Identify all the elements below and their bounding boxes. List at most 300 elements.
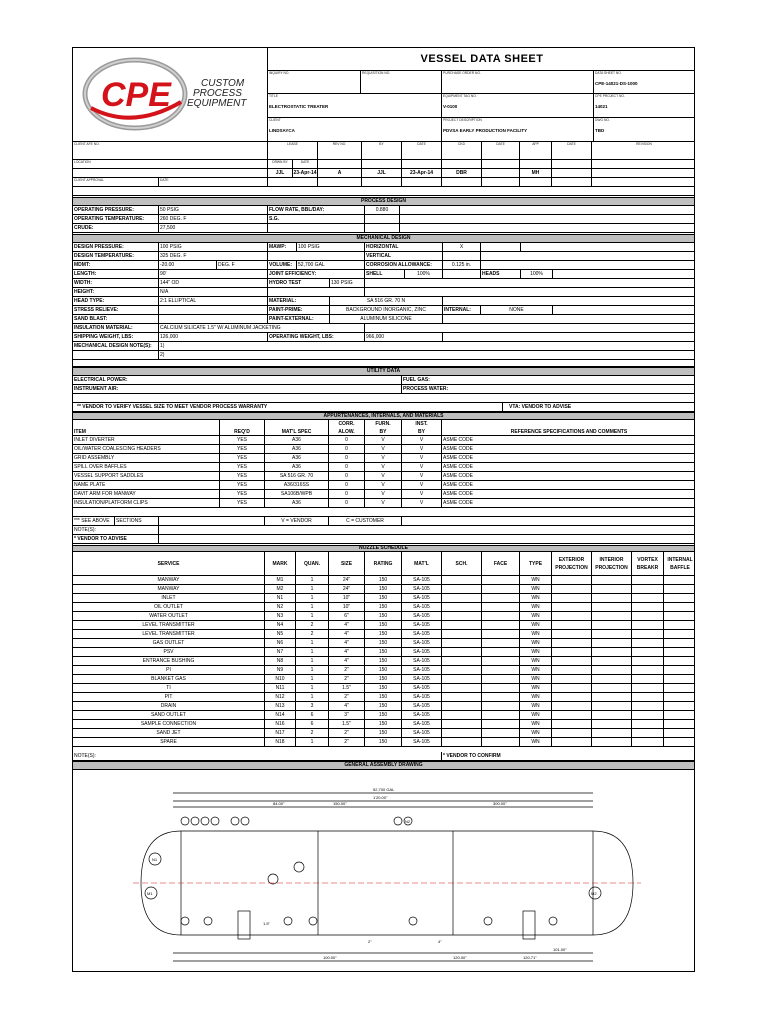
nz-vortex <box>632 693 664 701</box>
nz-ext <box>552 720 592 728</box>
app-furn: V <box>365 463 402 471</box>
cpe-logo <box>73 48 268 142</box>
nz-mark: N8 <box>265 657 296 665</box>
nz-service: SPARE <box>73 738 265 746</box>
nz-size: 3" <box>329 711 365 719</box>
nz-quan: 1 <box>296 594 329 602</box>
header-row-2 <box>268 94 695 118</box>
nz-vortex <box>632 603 664 611</box>
mech-notes-row-2 <box>73 351 694 360</box>
empty-cell <box>73 169 268 177</box>
empty-cell <box>520 178 552 186</box>
nz-mark-header: MARK <box>265 552 296 575</box>
nz-service: TI <box>73 684 265 692</box>
appurtenance-row <box>73 490 694 499</box>
nz-ext-header <box>552 552 592 575</box>
vessel-data-sheet <box>72 47 695 972</box>
process-design-band: PROCESS DESIGN <box>73 197 694 206</box>
fuel-gas-label: FUEL GAS: <box>403 377 430 383</box>
nz-face <box>482 666 520 674</box>
nz-baffle <box>664 594 695 602</box>
horizontal-value: X <box>443 243 481 251</box>
nz-rating: 150 <box>365 594 402 602</box>
nz-sch <box>442 693 482 701</box>
nz-baffle <box>664 630 695 638</box>
appurtenances-band: APPURTENANCES, INTERNALS, AND MATERIALS <box>73 412 694 420</box>
nz-int <box>592 621 632 629</box>
mech-row-9 <box>73 315 694 324</box>
client-approval-row <box>73 178 694 187</box>
hydro-label: HYDRO TEST <box>268 279 330 287</box>
nz-rating: 150 <box>365 621 402 629</box>
empty-cell <box>482 169 520 177</box>
dim-label: 100.00" <box>323 955 337 960</box>
process-row-3 <box>73 224 694 233</box>
dim-label: 150.00" <box>333 801 347 806</box>
process-row-2 <box>73 215 694 224</box>
material-value: SA 516 GR. 70 N <box>330 297 443 305</box>
nz-type: WN <box>520 639 552 647</box>
empty-cell <box>365 215 400 223</box>
nz-baffle <box>664 738 695 746</box>
nz-sch <box>442 702 482 710</box>
nz-face <box>482 675 520 683</box>
afe-row <box>73 142 694 160</box>
mech-row-6 <box>73 288 694 297</box>
nozzle-marker <box>181 817 189 825</box>
empty-cell <box>482 178 520 186</box>
nz-service: SAND OUTLET <box>73 711 265 719</box>
data-sheet-value: CPE-14021-DS-1000 <box>595 81 638 86</box>
app-reqd-header: REQ'D <box>220 420 265 435</box>
nz-int <box>592 585 632 593</box>
nz-vortex <box>632 666 664 674</box>
app-inst: V <box>402 463 442 471</box>
nz-int <box>592 648 632 656</box>
nz-rating-header: RATING <box>365 552 402 575</box>
nz-type: WN <box>520 657 552 665</box>
nz-vortex <box>632 729 664 737</box>
nz-rating: 150 <box>365 666 402 674</box>
empty-cell <box>442 160 482 168</box>
mdmt-unit: DEG. F <box>217 261 268 269</box>
nz-quan: 1 <box>296 585 329 593</box>
nz-mark: N1 <box>265 594 296 602</box>
nz-service: SAMPLE CONNECTION <box>73 720 265 728</box>
nz-type: WN <box>520 738 552 746</box>
app-furn: V <box>365 454 402 462</box>
nz-vortex <box>632 621 664 629</box>
head-type-value: 2:1 ELLIPTICAL <box>159 297 268 305</box>
title-value: ELECTROSTATIC TREATER <box>269 104 329 109</box>
ship-weight-value: 126,000 <box>159 333 268 341</box>
nz-baffle <box>664 666 695 674</box>
nz-face <box>482 702 520 710</box>
nz-size: 1.5" <box>329 684 365 692</box>
nz-vortex <box>632 639 664 647</box>
nz-mark: N3 <box>265 612 296 620</box>
nz-ext <box>552 675 592 683</box>
v-vendor: V = VENDOR <box>265 517 329 525</box>
instrument-air-label: INSTRUMENT AIR: <box>73 385 402 393</box>
nz-service: LEVEL TRANSMITTER <box>73 621 265 629</box>
app-ref: ASME CODE <box>443 500 474 506</box>
nz-vortex <box>632 648 664 656</box>
nz-int <box>592 603 632 611</box>
nz-quan: 1 <box>296 684 329 692</box>
nz-sch <box>442 657 482 665</box>
nz-quan: 1 <box>296 657 329 665</box>
nz-mark: N2 <box>265 603 296 611</box>
nz-type: WN <box>520 585 552 593</box>
nz-quan: 2 <box>296 630 329 638</box>
app-corr: 0 <box>329 445 365 453</box>
nz-type: WN <box>520 693 552 701</box>
app-item: NAME PLATE <box>73 481 220 489</box>
nozzle-schedule-band: NOZZLE SCHEDULE <box>73 545 694 552</box>
logo-line-3: EQUIPMENT <box>187 98 247 109</box>
nz-int <box>592 693 632 701</box>
nz-sch-header: SCH. <box>442 552 482 575</box>
dim-label: 2" <box>368 939 372 944</box>
volume-label: VOLUME: <box>268 261 297 269</box>
nz-matl: SA-105 <box>402 666 442 674</box>
logo-mark: CPE <box>101 76 171 114</box>
app-notes-row <box>73 526 694 535</box>
empty-cell <box>402 160 442 168</box>
vta-note: VTA: VENDOR TO ADVISE <box>509 404 572 410</box>
empty-cell <box>362 160 402 168</box>
client-label: CLIENT <box>269 118 281 122</box>
nz-rating: 150 <box>365 612 402 620</box>
dwg-label: DWG NO. <box>595 118 610 122</box>
nz-mark: N16 <box>265 720 296 728</box>
nozzle-row <box>73 684 694 693</box>
nz-matl: SA-105 <box>402 720 442 728</box>
app-item: DAVIT ARM FOR MANWAY <box>73 490 220 498</box>
app-inst-header-2: BY <box>418 429 425 435</box>
empty-cell <box>552 169 592 177</box>
empty-cell <box>443 270 481 278</box>
nz-vortex <box>632 612 664 620</box>
nz-ext <box>552 693 592 701</box>
location-row <box>73 160 694 169</box>
nz-face <box>482 720 520 728</box>
nz-vortex-header <box>632 552 664 575</box>
app-ref: ASME CODE <box>443 446 474 452</box>
app-ref: ASME CODE <box>443 482 474 488</box>
appurtenance-row <box>73 436 694 445</box>
nz-sch <box>442 639 482 647</box>
nozzle-row <box>73 675 694 684</box>
app-matl: A36 <box>265 463 329 471</box>
nz-size: 6" <box>329 612 365 620</box>
nz-int <box>592 720 632 728</box>
nz-sch <box>442 738 482 746</box>
nz-rating: 150 <box>365 603 402 611</box>
app-corr-header-1: CORR. <box>338 421 355 427</box>
empty-cell <box>481 243 521 251</box>
nz-vortex <box>632 585 664 593</box>
nozzle-marker <box>284 917 292 925</box>
empty-cell <box>318 178 362 186</box>
nz-baffle <box>664 711 695 719</box>
empty-cell <box>443 252 481 260</box>
app-item: GRID ASSEMBLY <box>73 454 220 462</box>
nz-type: WN <box>520 612 552 620</box>
nz-size: 4" <box>329 702 365 710</box>
mech-row-5 <box>73 279 694 288</box>
nz-service: WATER OUTLET <box>73 612 265 620</box>
empty-cell <box>73 351 159 359</box>
nz-face <box>482 639 520 647</box>
nozzle-row <box>73 729 694 738</box>
nz-rating: 150 <box>365 711 402 719</box>
nz-baffle <box>664 639 695 647</box>
nz-rating: 150 <box>365 585 402 593</box>
title-cell <box>268 94 442 117</box>
utility-row-2 <box>73 385 694 394</box>
app-corr: 0 <box>329 454 365 462</box>
nozzle-marker <box>211 817 219 825</box>
nz-matl: SA-105 <box>402 612 442 620</box>
drwn-by-value: JJL <box>268 169 293 177</box>
nz-quan: 1 <box>296 738 329 746</box>
nz-rating: 150 <box>365 639 402 647</box>
general-assembly-band: GENERAL ASSEMBLY DRAWING <box>73 761 694 770</box>
nz-mark: N12 <box>265 693 296 701</box>
app-inst-header <box>402 420 442 435</box>
insulation-value: CALCIUM SILICATE 1.5" W/ ALUMINUM JACKETING <box>159 324 365 332</box>
nozzle-marker <box>394 817 402 825</box>
nz-size: 2" <box>329 729 365 737</box>
nozzle-marker <box>204 917 212 925</box>
nz-matl: SA-105 <box>402 657 442 665</box>
app-inst: V <box>402 481 442 489</box>
dim-label: 300.00" <box>493 801 507 806</box>
blank-row <box>73 394 694 403</box>
nz-vortex <box>632 657 664 665</box>
nozzle-row <box>73 576 694 585</box>
empty-cell <box>552 160 592 168</box>
nz-ext <box>552 711 592 719</box>
client-value: LINDSAYCA <box>269 128 295 133</box>
nz-sch <box>442 585 482 593</box>
nz-matl: SA-105 <box>402 711 442 719</box>
app-inst: V <box>402 490 442 498</box>
mech-row-4 <box>73 270 694 279</box>
vendor-note-row <box>73 403 694 412</box>
appurtenance-row <box>73 481 694 490</box>
nz-matl: SA-105 <box>402 639 442 647</box>
nz-baffle <box>664 576 695 584</box>
nozzle-row <box>73 639 694 648</box>
app-furn-header-1: FURN. <box>375 421 391 427</box>
nz-int-header-1: INTERIOR <box>599 557 624 563</box>
ckd-value: DBR <box>442 169 482 177</box>
appurtenance-row <box>73 463 694 472</box>
nz-rating: 150 <box>365 729 402 737</box>
app-furn-header-2: BY <box>379 429 387 435</box>
nz-ext <box>552 585 592 593</box>
nz-sch <box>442 630 482 638</box>
nz-sch <box>442 720 482 728</box>
nz-quan: 1 <box>296 693 329 701</box>
nz-face <box>482 729 520 737</box>
nz-type: WN <box>520 675 552 683</box>
nz-matl: SA-105 <box>402 621 442 629</box>
app-reqd: YES <box>220 436 265 444</box>
nz-vortex <box>632 675 664 683</box>
nz-quan: 1 <box>296 612 329 620</box>
equipment-tag-value: V-0100 <box>443 104 458 109</box>
cpe-project-value: 14021 <box>595 104 608 109</box>
nz-vortex <box>632 630 664 638</box>
heads-value: 100% <box>521 270 553 278</box>
data-sheet-label: DATA SHEET NO. <box>595 71 622 75</box>
app-item: SPILL OVER BAFFLES <box>73 463 220 471</box>
dim-label: N1 <box>152 857 158 862</box>
empty-cell <box>552 178 592 186</box>
nz-service: OIL OUTLET <box>73 603 265 611</box>
app-reqd: YES <box>220 472 265 480</box>
logo-line-1: CUSTOM <box>201 78 245 89</box>
nz-int <box>592 576 632 584</box>
nozzle-marker <box>268 874 278 884</box>
shell-label: SHELL <box>365 270 405 278</box>
empty-cell <box>482 160 520 168</box>
empty-cell <box>402 178 442 186</box>
title-label: TITLE <box>269 94 278 98</box>
nz-quan: 1 <box>296 666 329 674</box>
app-matl: SA106B/WPB <box>265 490 329 498</box>
nz-baffle <box>664 657 695 665</box>
dim-label: M2 <box>591 891 597 896</box>
nozzle-row <box>73 738 694 747</box>
mech-row-1 <box>73 243 694 252</box>
app-matl: A36 <box>265 436 329 444</box>
app-reqd: YES <box>220 463 265 471</box>
nz-size: 4" <box>329 630 365 638</box>
nz-sch <box>442 675 482 683</box>
utility-band: UTILITY DATA <box>73 367 694 376</box>
mawp-value: 100 PSIG <box>297 243 365 251</box>
ckd-date-label: DATE <box>482 142 520 159</box>
nz-matl: SA-105 <box>402 702 442 710</box>
nz-service: INLET <box>73 594 265 602</box>
nz-size: 24" <box>329 585 365 593</box>
nz-baffle <box>664 585 695 593</box>
nz-sch <box>442 729 482 737</box>
nz-mark: N9 <box>265 666 296 674</box>
app-corr: 0 <box>329 472 365 480</box>
logo-line-2: PROCESS <box>193 88 242 99</box>
mech-row-8 <box>73 306 694 315</box>
app-corr: 0 <box>329 463 365 471</box>
nz-sch <box>442 621 482 629</box>
header-row-3 <box>268 118 695 142</box>
hydro-value: 130 PSIG <box>330 279 365 287</box>
nozzle-row <box>73 594 694 603</box>
nz-int-header-2: PROJECTION <box>595 565 628 571</box>
blank-row <box>73 360 694 367</box>
cpe-logo-graphic <box>73 48 268 142</box>
design-pressure-value: 100 PSIG <box>159 243 268 251</box>
app-matl: A36 <box>265 454 329 462</box>
nz-type: WN <box>520 666 552 674</box>
nz-face <box>482 648 520 656</box>
nz-baffle <box>664 729 695 737</box>
volume-value: 52,700 GAL <box>297 261 365 269</box>
equipment-tag-label: EQUIPMENT TAG NO. <box>443 94 477 98</box>
nz-service: ENTRANCE BUSHING <box>73 657 265 665</box>
nz-service: SAND JET <box>73 729 265 737</box>
dim-label: 4" <box>438 939 442 944</box>
op-weight-label: OPERATING WEIGHT, LBS: <box>268 333 365 341</box>
dim-label: 101.00" <box>553 947 567 952</box>
empty-cell <box>159 517 265 525</box>
nz-int <box>592 639 632 647</box>
inquiry-no-label: INQUIRY NO. <box>268 71 361 93</box>
app-matl: A36 <box>265 445 329 453</box>
crude-value: 27,500 <box>159 224 268 232</box>
mech-notes-label: MECHANICAL DESIGN NOTE(S): <box>73 342 159 350</box>
nz-ext <box>552 603 592 611</box>
app-furn: V <box>365 436 402 444</box>
nozzle-row <box>73 693 694 702</box>
nz-face <box>482 657 520 665</box>
heads-label: HEADS <box>481 270 521 278</box>
app-furn: V <box>365 472 402 480</box>
c-customer: C = CUSTOMER <box>329 517 402 525</box>
sheet-title: VESSEL DATA SHEET <box>420 53 544 65</box>
nz-int <box>592 612 632 620</box>
nz-quan: 6 <box>296 720 329 728</box>
app-corr-header <box>329 420 365 435</box>
design-pressure-label: DESIGN PRESSURE: <box>73 243 159 251</box>
nz-baffle <box>664 603 695 611</box>
nz-int <box>592 711 632 719</box>
appurtenance-row <box>73 472 694 481</box>
empty-cell <box>442 178 482 186</box>
nz-matl: SA-105 <box>402 630 442 638</box>
nz-type: WN <box>520 630 552 638</box>
nz-vortex <box>632 576 664 584</box>
nz-vortex <box>632 711 664 719</box>
rev-value: A <box>318 169 362 177</box>
nozzle-marker <box>484 917 492 925</box>
nozzle-row <box>73 666 694 675</box>
nz-vortex <box>632 720 664 728</box>
width-value: 144" OD <box>159 279 268 287</box>
nz-ext <box>552 576 592 584</box>
nz-vortex-header-2: BREAKR <box>636 565 659 571</box>
nozzle-marker <box>201 817 209 825</box>
nz-service: PSV <box>73 648 265 656</box>
app-ref: ASME CODE <box>443 473 474 479</box>
nz-mark: N6 <box>265 639 296 647</box>
nz-matl: SA-105 <box>402 738 442 746</box>
app-furn-header <box>365 420 402 435</box>
nz-int <box>592 630 632 638</box>
purchase-order-label: PURCHASE ORDER NO. <box>442 71 594 93</box>
vendor-advise-row <box>73 535 694 544</box>
nz-int <box>592 738 632 746</box>
empty-cell <box>365 224 400 232</box>
nz-sch <box>442 603 482 611</box>
app-matl-header: MAT'L SPEC <box>265 420 329 435</box>
nz-mark: N11 <box>265 684 296 692</box>
